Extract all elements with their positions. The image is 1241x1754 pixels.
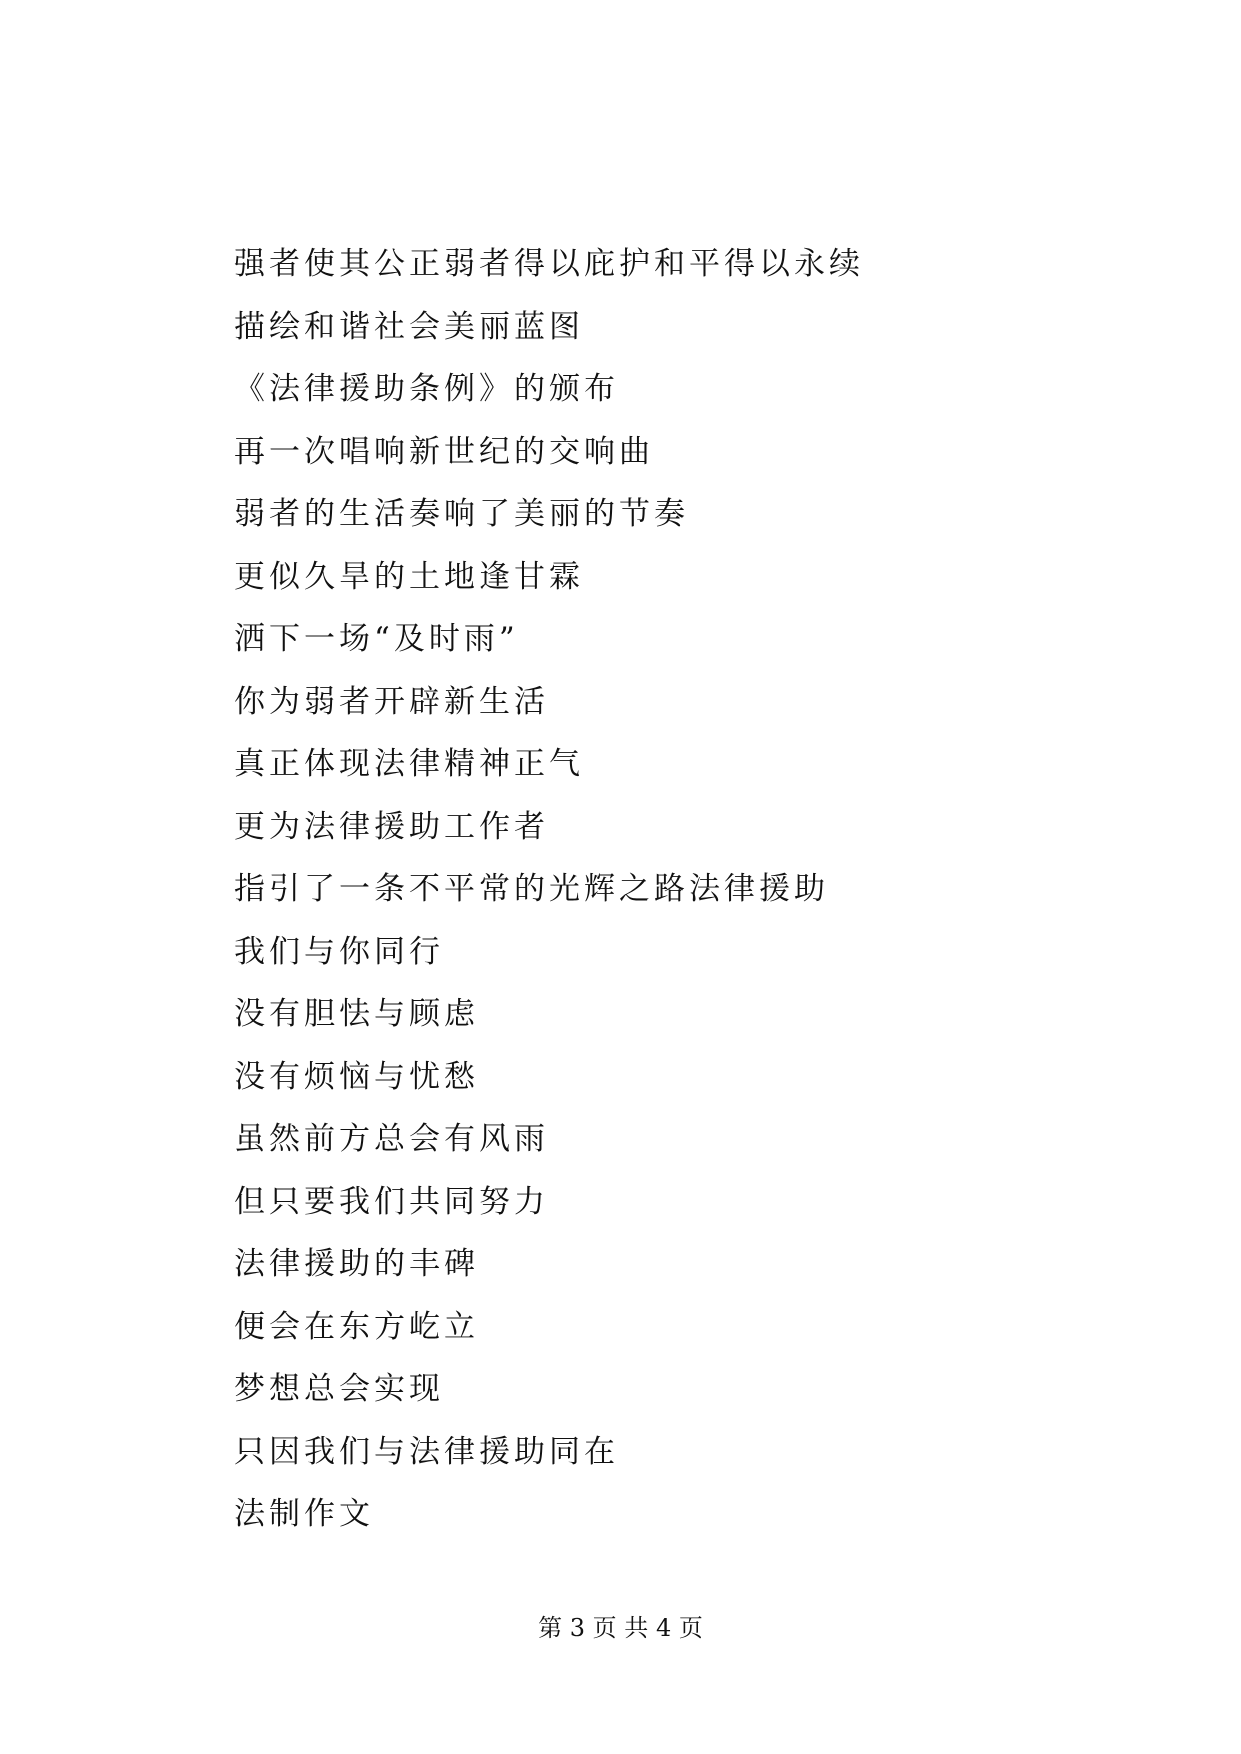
text-line: 描绘和谐社会美丽蓝图 [234,308,584,345]
page-number-footer: 第 3 页 共 4 页 [538,1614,703,1642]
text-line: 真正体现法律精神正气 [234,746,584,782]
text-line: 洒下一场“及时雨” [234,621,519,657]
poem-body [234,233,1054,1546]
text-line: 虽然前方总会有风雨 [234,1121,549,1157]
text-line: 便会在东方屹立 [234,1308,479,1345]
text-line: 你为弱者开辟新生活 [234,683,549,720]
text-line: 但只要我们共同努力 [234,1183,549,1220]
text-line: 法律援助的丰碑 [234,1246,479,1282]
text-line: 更为法律援助工作者 [234,808,549,845]
text-line: 没有胆怯与顾虑 [234,996,479,1032]
text-line: 没有烦恼与忧愁 [234,1058,479,1095]
text-line: 弱者的生活奏响了美丽的节奏 [234,496,689,532]
text-line: 再一次唱响新世纪的交响曲 [234,433,654,470]
text-line: 《法律援助条例》的颁布 [234,371,619,407]
text-line: 只因我们与法律援助同在 [234,1433,619,1470]
text-line: 梦想总会实现 [234,1371,444,1407]
text-line: 更似久旱的土地逢甘霖 [234,558,584,595]
text-line: 我们与你同行 [234,933,444,970]
text-line: 法制作文 [234,1496,374,1532]
text-line: 强者使其公正弱者得以庇护和平得以永续 [234,246,864,282]
text-line: 指引了一条不平常的光辉之路法律援助 [234,871,829,907]
